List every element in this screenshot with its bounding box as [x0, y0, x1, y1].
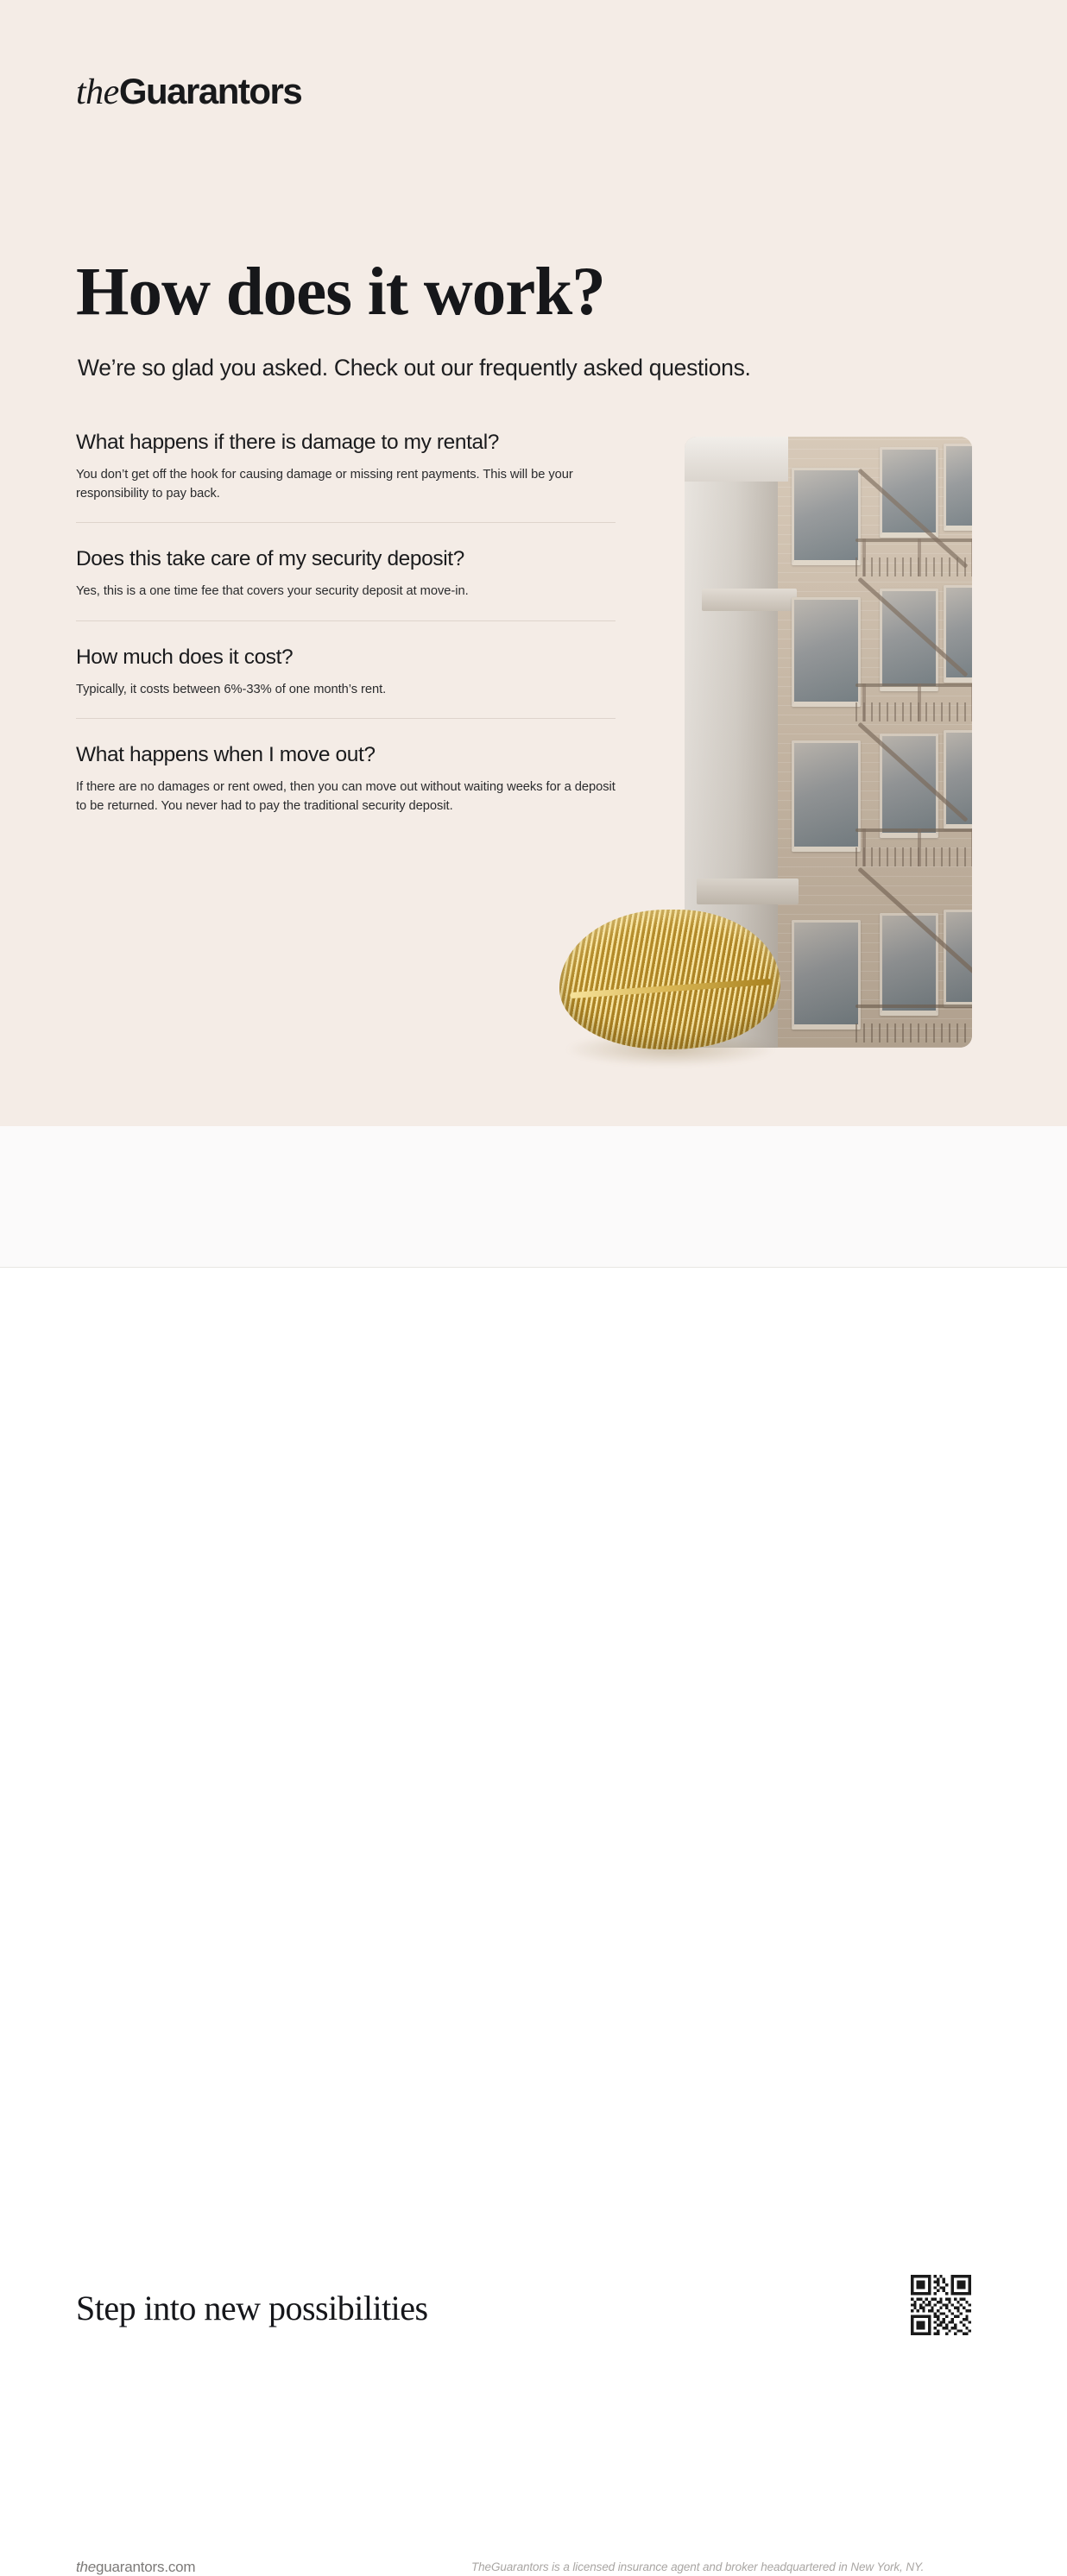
- page-title: How does it work?: [76, 254, 605, 330]
- faq-question: How much does it cost?: [76, 645, 294, 669]
- faq-question: Does this take care of my security deposit?: [76, 547, 464, 570]
- brand-logo-name: Guarantors: [118, 71, 302, 111]
- brand-logo-prefix: the: [76, 72, 119, 112]
- hero-panel: [0, 0, 1067, 1126]
- faq-answer: Yes, this is a one time fee that covers your security deposit at move-in.: [76, 584, 469, 598]
- faq-item: [76, 620, 616, 719]
- cta-band: [0, 1126, 1067, 2327]
- faq-item: [76, 430, 616, 522]
- footer-url-prefix: the: [76, 2559, 97, 2575]
- page-subtitle: We’re so glad you asked. Check out our frequently asked questions.: [78, 354, 751, 381]
- faq-item: [76, 522, 616, 620]
- faq-answer: You don’t get off the hook for causing damage or missing rent payments. This will be your responsibility to pay back.: [76, 468, 573, 501]
- footer-disclaimer: TheGuarantors is a licensed insurance agent and broker headquartered in New York, NY.: [471, 2560, 925, 2573]
- faq-item: [76, 718, 616, 835]
- cta-title: Step into new possibilities: [76, 2289, 428, 2327]
- faq-answer: If there are no damages or rent owed, then you can move out without waiting weeks for a deposit to be returned. You never had to pay the traditional security deposit.: [76, 780, 616, 813]
- qr-code-icon: [911, 2275, 971, 2335]
- brand-logo: [76, 71, 301, 113]
- qr-code[interactable]: [911, 2275, 971, 2335]
- footer-url-rest: guarantors.com: [96, 2559, 196, 2575]
- faq-list: [76, 430, 616, 835]
- faq-question: What happens if there is damage to my rental?: [76, 431, 499, 454]
- gold-leaf-dish: [559, 903, 780, 1063]
- footer-website-link[interactable]: [76, 2559, 195, 2576]
- faq-question: What happens when I move out?: [76, 743, 376, 766]
- faq-answer: Typically, it costs between 6%-33% of one month’s rent.: [76, 682, 387, 696]
